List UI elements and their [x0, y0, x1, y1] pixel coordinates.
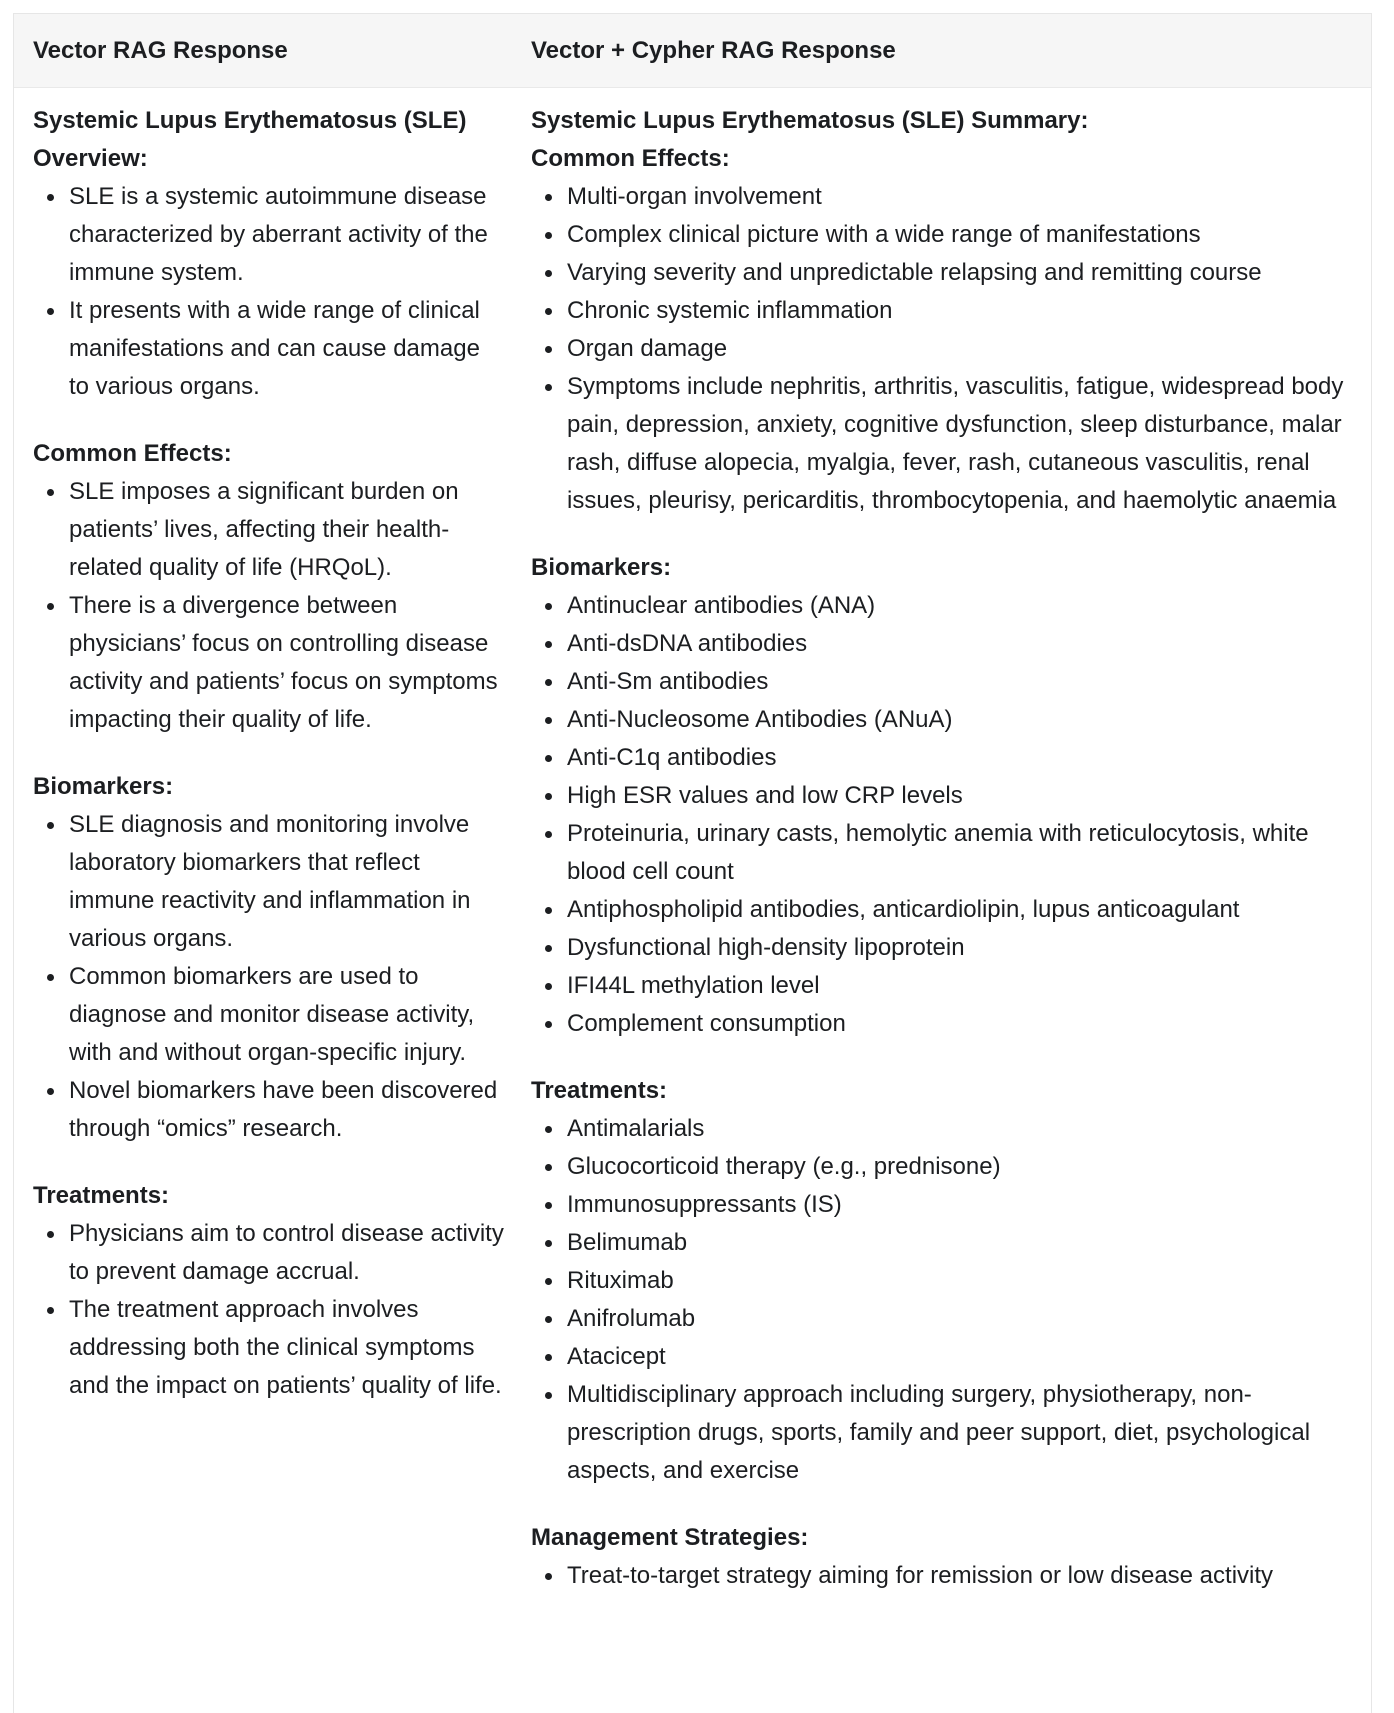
list-item: Multi-organ involvement: [567, 178, 1366, 216]
comparison-table: [13, 13, 1372, 1713]
list-item: Antiphospholipid antibodies, anticardiolipin, lupus anticoagulant: [567, 891, 1366, 929]
list-item: Multidisciplinary approach including surgery, physiotherapy, non-prescription drugs, sports, family and peer support, diet, psychological aspects, and exercise: [567, 1376, 1366, 1490]
list-item: Chronic systemic inflammation: [567, 292, 1366, 330]
list-item: Physicians aim to control disease activity to prevent damage accrual.: [69, 1215, 505, 1291]
left-heading-overview: Overview:: [33, 145, 148, 172]
left-heading-biomarkers: Biomarkers:: [33, 773, 174, 800]
vector-cypher-rag-response-cell: [531, 102, 1366, 1624]
right-title: Systemic Lupus Erythematosus (SLE) Summary:: [531, 107, 1089, 134]
list-item: Immunosuppressants (IS): [567, 1186, 1366, 1224]
vector-rag-response-cell: [33, 102, 505, 1434]
left-overview-list: [33, 178, 505, 406]
left-heading-common-effects: Common Effects:: [33, 440, 232, 467]
list-item: Varying severity and unpredictable relapsing and remitting course: [567, 254, 1366, 292]
right-common-effects-list: [531, 178, 1366, 520]
list-item: Anti-Nucleosome Antibodies (ANuA): [567, 701, 1366, 739]
list-item: Anti-Sm antibodies: [567, 663, 1366, 701]
list-item: Novel biomarkers have been discovered through “omics” research.: [69, 1072, 505, 1148]
list-item: Organ damage: [567, 330, 1366, 368]
left-common-effects-list: [33, 473, 505, 739]
list-item: Anti-C1q antibodies: [567, 739, 1366, 777]
list-item: Common biomarkers are used to diagnose and monitor disease activity, with and without organ-specific injury.: [69, 958, 505, 1072]
left-treatments-list: [33, 1215, 505, 1405]
list-item: Anifrolumab: [567, 1300, 1366, 1338]
left-biomarkers-list: [33, 806, 505, 1148]
list-item: Antinuclear antibodies (ANA): [567, 587, 1366, 625]
header-vector-cypher-rag: Vector + Cypher RAG Response: [531, 37, 896, 64]
list-item: Treat-to-target strategy aiming for remission or low disease activity: [567, 1557, 1366, 1595]
right-management-list: [531, 1557, 1366, 1595]
list-item: SLE diagnosis and monitoring involve laboratory biomarkers that reflect immune reactivity and inflammation in various organs.: [69, 806, 505, 958]
list-item: There is a divergence between physicians’ focus on controlling disease activity and patients’ focus on symptoms impacting their quality of life.: [69, 587, 505, 739]
list-item: Glucocorticoid therapy (e.g., prednisone): [567, 1148, 1366, 1186]
list-item: Complement consumption: [567, 1005, 1366, 1043]
right-heading-management-strategies: Management Strategies:: [531, 1524, 809, 1551]
right-heading-biomarkers: Biomarkers:: [531, 554, 672, 581]
right-heading-treatments: Treatments:: [531, 1077, 668, 1104]
list-item: Symptoms include nephritis, arthritis, vasculitis, fatigue, widespread body pain, depression, anxiety, cognitive dysfunction, sleep disturbance, malar rash, diffuse alopecia, myalgia, fever, rash, cutaneous vasculitis, renal issues, pleurisy, pericarditis, thrombocytopenia, and haemolytic anaemia: [567, 368, 1366, 520]
list-item: Rituximab: [567, 1262, 1366, 1300]
table-header: [14, 14, 1371, 88]
list-item: Atacicept: [567, 1338, 1366, 1376]
list-item: Dysfunctional high-density lipoprotein: [567, 929, 1366, 967]
list-item: Proteinuria, urinary casts, hemolytic anemia with reticulocytosis, white blood cell count: [567, 815, 1366, 891]
header-vector-rag: Vector RAG Response: [33, 37, 288, 64]
list-item: It presents with a wide range of clinical manifestations and can cause damage to various organs.: [69, 292, 505, 406]
right-treatments-list: [531, 1110, 1366, 1490]
right-biomarkers-list: [531, 587, 1366, 1043]
left-heading-treatments: Treatments:: [33, 1182, 170, 1209]
list-item: Complex clinical picture with a wide range of manifestations: [567, 216, 1366, 254]
list-item: Antimalarials: [567, 1110, 1366, 1148]
list-item: SLE is a systemic autoimmune disease characterized by aberrant activity of the immune system.: [69, 178, 505, 292]
right-heading-common-effects: Common Effects:: [531, 145, 730, 172]
list-item: Belimumab: [567, 1224, 1366, 1262]
list-item: Anti-dsDNA antibodies: [567, 625, 1366, 663]
list-item: IFI44L methylation level: [567, 967, 1366, 1005]
left-title: Systemic Lupus Erythematosus (SLE): [33, 107, 467, 134]
list-item: High ESR values and low CRP levels: [567, 777, 1366, 815]
list-item: The treatment approach involves addressing both the clinical symptoms and the impact on patients’ quality of life.: [69, 1291, 505, 1405]
list-item: SLE imposes a significant burden on patients’ lives, affecting their health-related quality of life (HRQoL).: [69, 473, 505, 587]
